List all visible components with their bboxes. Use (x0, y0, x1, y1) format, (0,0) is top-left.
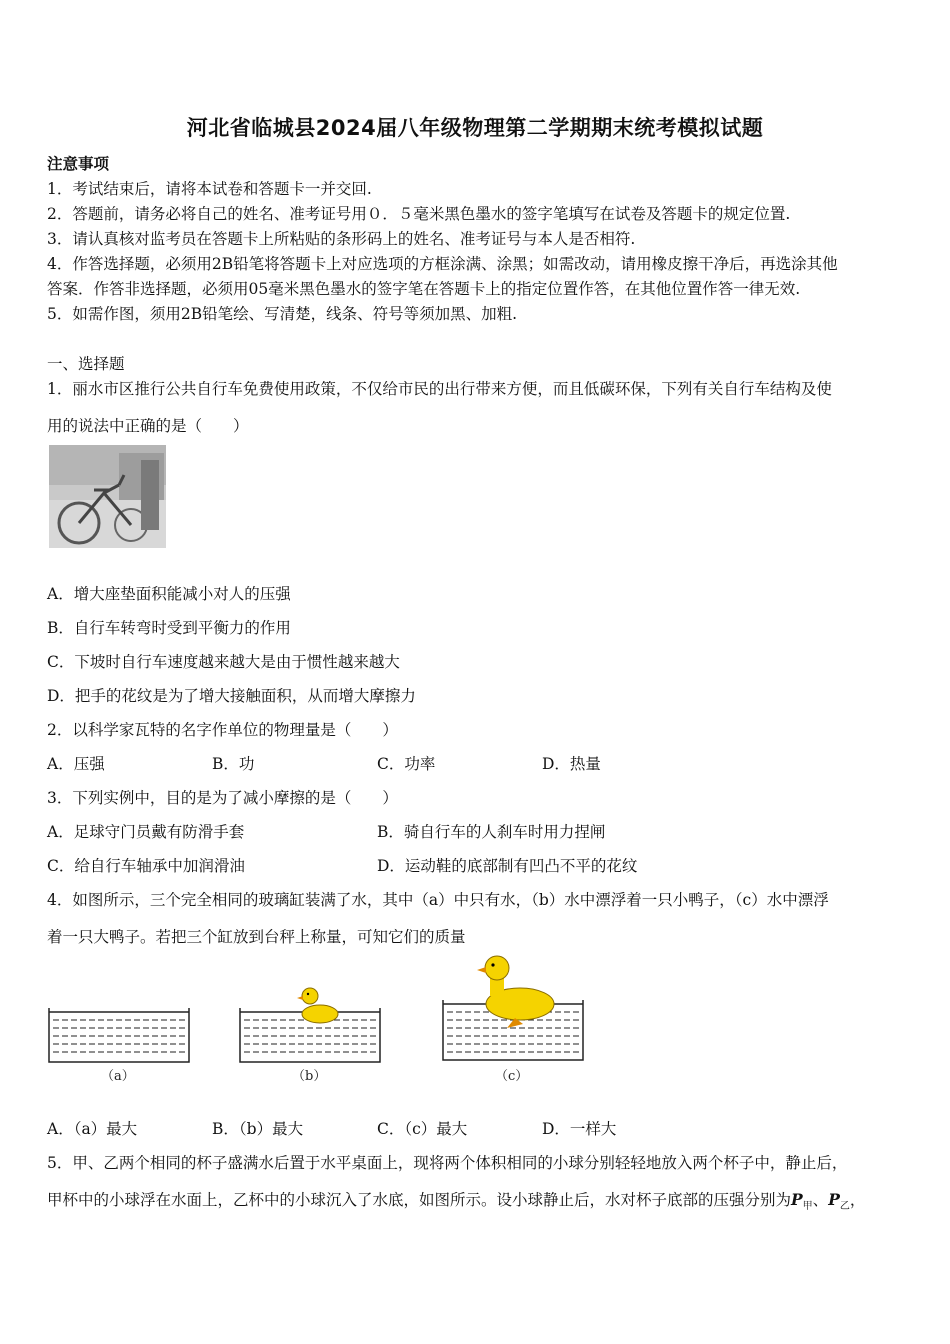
question-1-stem: 用的说法中正确的是（ ） (47, 417, 249, 435)
question-3-stem: 3．下列实例中，目的是为了减小摩擦的是（ ） (47, 789, 398, 807)
pressure-symbol: P (828, 1190, 840, 1209)
question-2-option: D．热量 (542, 755, 601, 773)
notice-item: 3．请认真核对监考员在答题卡上所粘贴的条形码上的姓名、准考证号与本人是否相符. (47, 230, 636, 248)
line-end: ， (849, 1191, 866, 1209)
question-4-option: A．（a）最大 (47, 1120, 138, 1138)
question-2-option: A．压强 (47, 755, 105, 773)
question-2-option: C．功率 (377, 755, 436, 773)
question-5-stem-line-2 (47, 1188, 865, 1212)
question-4-option: B．（b）最大 (212, 1120, 304, 1138)
tanks-figure (45, 952, 587, 1088)
question-2-stem: 2．以科学家瓦特的名字作单位的物理量是（ ） (47, 721, 398, 739)
question-4-option: D．一样大 (542, 1120, 617, 1138)
question-1-stem: 1．丽水市区推行公共自行车免费使用政策，不仅给市民的出行带来方便，而且低碳环保，下列有关自行车结构及使 (47, 380, 832, 398)
notice-item: 5．如需作图，须用2B铅笔绘、写清楚，线条、符号等须加黑、加粗. (47, 305, 518, 323)
question-5-stem: 甲杯中的小球浮在水面上，乙杯中的小球沉入了水底，如图所示。设小球静止后，水对杯子底部的压强分别为 (47, 1191, 792, 1209)
subscript-jia: 甲 (802, 1201, 813, 1213)
question-1-option: A．增大座垫面积能减小对人的压强 (47, 585, 291, 603)
question-1-option: B．自行车转弯时受到平衡力的作用 (47, 619, 291, 637)
subscript-yi: 乙 (839, 1201, 850, 1213)
notice-item: 1．考试结束后，请将本试卷和答题卡一并交回. (47, 180, 372, 198)
question-1-option: D．把手的花纹是为了增大接触面积，从而增大摩擦力 (47, 687, 416, 705)
notice-item: 2．答题前，请务必将自己的姓名、准考证号用０．５毫米黑色墨水的签字笔填写在试卷及答题卡的规定位置. (47, 205, 791, 223)
question-5-stem: 5．甲、乙两个相同的杯子盛满水后置于水平桌面上，现将两个体积相同的小球分别轻轻地放入两个杯子中，静止后， (47, 1154, 848, 1172)
question-3-option: D．运动鞋的底部制有凹凸不平的花纹 (377, 857, 638, 875)
notice-item: 4．作答选择题，必须用2B铅笔将答题卡上对应选项的方框涂满、涂黑；如需改动，请用橡皮擦干净后，再选涂其他 (47, 255, 838, 273)
question-2-option: B．功 (212, 755, 255, 773)
question-4-stem: 着一只大鸭子。若把三个缸放到台秤上称量，可知它们的质量 (47, 928, 466, 946)
tank-a-label: （a） (101, 1069, 135, 1084)
question-3-option: C．给自行车轴承中加润滑油 (47, 857, 245, 875)
page-title: 河北省临城县2024届八年级物理第二学期期末统考模拟试题 (186, 116, 764, 140)
pressure-symbol: P (791, 1190, 803, 1209)
tank-b-label: （b） (292, 1069, 327, 1084)
section-heading: 一、选择题 (47, 355, 125, 373)
notice-item: 答案．作答非选择题，必须用05毫米黑色墨水的签字笔在答题卡上的指定位置作答，在其他位置作答一律无效. (47, 280, 801, 298)
question-3-option: B．骑自行车的人刹车时用力捏闸 (377, 823, 606, 841)
question-3-option: A．足球守门员戴有防滑手套 (47, 823, 245, 841)
tank-c-label: （c） (495, 1069, 529, 1084)
separator: 、 (812, 1191, 829, 1209)
question-4-option: C．（c）最大 (377, 1120, 468, 1138)
notice-heading: 注意事项 (47, 154, 110, 173)
bicycle-image (49, 445, 166, 548)
question-1-option: C．下坡时自行车速度越来越大是由于惯性越来越大 (47, 653, 400, 671)
question-4-stem: 4．如图所示，三个完全相同的玻璃缸装满了水，其中（a）中只有水，（b）水中漂浮着一只小鸭子，（c）水中漂浮 (47, 891, 829, 909)
